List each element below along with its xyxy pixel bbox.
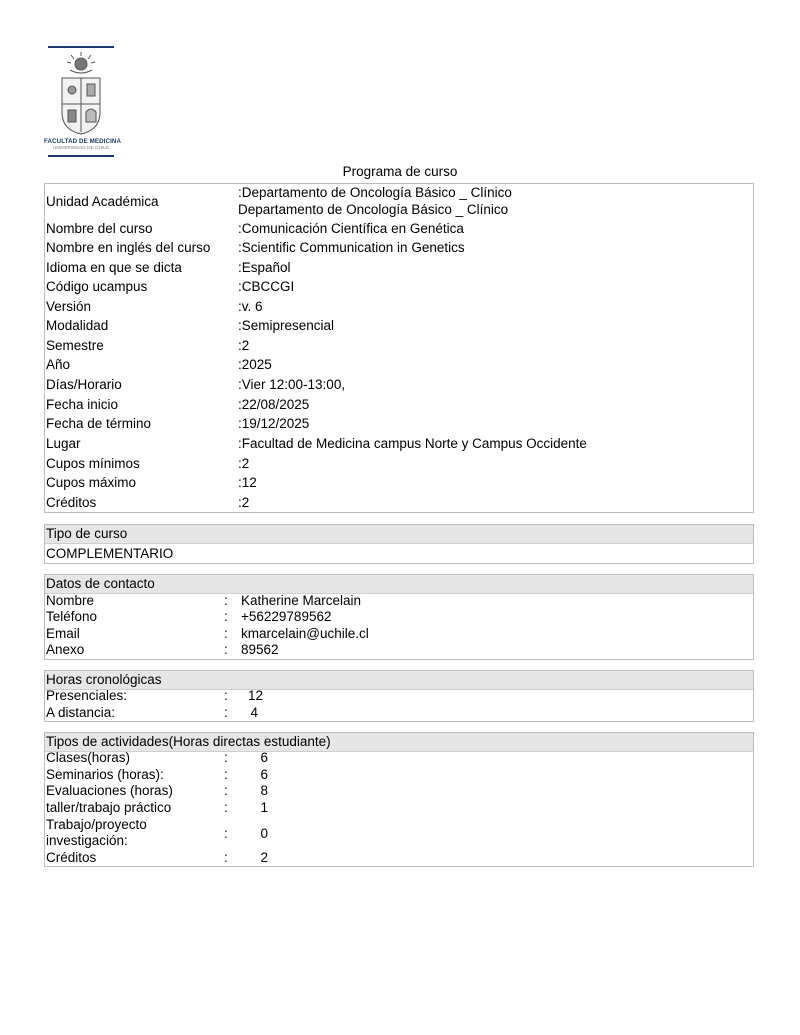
info-value: :2 [238, 338, 250, 353]
info-label: Nombre del curso [46, 221, 153, 236]
contact-value: 89562 [241, 642, 279, 657]
info-value: :Semipresencial [238, 318, 335, 333]
separator: : [224, 750, 228, 765]
contact-key: Teléfono [46, 609, 98, 624]
activity-value: 6 [260, 750, 268, 765]
section-title: Datos de contacto [46, 576, 155, 591]
info-label: Código ucampus [46, 279, 148, 294]
contact-key: Nombre [46, 593, 95, 608]
info-label: Créditos [46, 495, 97, 510]
info-value: :12 [238, 475, 257, 490]
hours-key: A distancia: [46, 705, 116, 720]
separator: : [224, 626, 228, 641]
activity-key: Trabajo/proyecto [46, 817, 147, 832]
logo-top-rule [48, 46, 114, 48]
separator: : [224, 688, 228, 703]
info-value: :22/08/2025 [238, 397, 310, 412]
info-value-line2: Departamento de Oncología Básico _ Clínico [238, 202, 509, 217]
activity-key: Seminarios (horas): [46, 767, 164, 782]
logo-university-text: UNIVERSIDAD DE CHILE [52, 146, 110, 151]
activity-value: 8 [260, 783, 268, 798]
info-value: :Vier 12:00-13:00, [238, 377, 346, 392]
logo-bottom-rule [48, 155, 114, 157]
contact-value: Katherine Marcelain [241, 593, 362, 608]
course-type-value: COMPLEMENTARIO [46, 546, 174, 561]
activity-key: taller/trabajo práctico [46, 800, 172, 815]
contact-value: +56229789562 [241, 609, 332, 624]
page-title: Programa de curso [342, 164, 458, 179]
separator: : [224, 705, 228, 720]
activity-value: 6 [260, 767, 268, 782]
coat-of-arms-icon [54, 52, 108, 136]
info-label: Semestre [46, 338, 104, 353]
info-value: :19/12/2025 [238, 416, 310, 431]
info-label: Cupos mínimos [46, 456, 140, 471]
activity-value: 2 [260, 850, 268, 865]
hours-value: 12 [248, 688, 264, 703]
info-label: Nombre en inglés del curso [46, 240, 211, 255]
logo-faculty-text: FACULTAD DE MEDICINA [44, 138, 122, 145]
info-value: :Comunicación Científica en Genética [238, 221, 464, 236]
activity-value: 0 [260, 826, 268, 841]
hours-key: Presenciales: [46, 688, 128, 703]
info-label: Días/Horario [46, 377, 122, 392]
info-label: Modalidad [46, 318, 109, 333]
hours-value: 4 [250, 705, 258, 720]
activities-section [44, 732, 754, 867]
separator: : [224, 767, 228, 782]
contact-email[interactable]: kmarcelain@uchile.cl [241, 626, 369, 641]
separator: : [224, 593, 228, 608]
section-title: Tipo de curso [46, 526, 128, 541]
activity-key: Evaluaciones (horas) [46, 783, 173, 798]
section-header [45, 575, 753, 594]
contact-section [44, 574, 754, 660]
section-header [45, 525, 753, 544]
separator: : [224, 850, 228, 865]
info-value: :Facultad de Medicina campus Norte y Campus Occidente [238, 436, 587, 451]
contact-key: Email [46, 626, 80, 641]
separator: : [224, 642, 228, 657]
section-header [45, 671, 753, 690]
info-label: Cupos máximo [46, 475, 137, 490]
info-label: Idioma en que se dicta [46, 260, 182, 275]
info-label: Año [46, 357, 71, 372]
section-title: Horas cronológicas [46, 672, 162, 687]
separator: : [224, 826, 228, 841]
hours-section [44, 670, 754, 722]
info-value: :v. 6 [238, 299, 263, 314]
info-value: :Departamento de Oncología Básico _ Clínico [238, 185, 512, 200]
info-label: Lugar [46, 436, 81, 451]
activity-key-line2: investigación: [46, 833, 128, 848]
course-info-table [44, 183, 754, 513]
info-label: Versión [46, 299, 92, 314]
info-label: Fecha inicio [46, 397, 119, 412]
contact-key: Anexo [46, 642, 85, 657]
info-value: :2 [238, 456, 250, 471]
info-value: :Scientific Communication in Genetics [238, 240, 465, 255]
course-type-section [44, 524, 754, 564]
info-value: :2025 [238, 357, 272, 372]
activity-value: 1 [260, 800, 268, 815]
info-value: :Español [238, 260, 291, 275]
section-header [45, 733, 753, 752]
faculty-logo [44, 46, 122, 162]
activity-key: Clases(horas) [46, 750, 131, 765]
info-label: Unidad Académica [46, 194, 159, 209]
activity-key: Créditos [46, 850, 97, 865]
separator: : [224, 609, 228, 624]
section-title: Tipos de actividades(Horas directas estudiante) [46, 734, 331, 749]
info-value: :2 [238, 495, 250, 510]
separator: : [224, 800, 228, 815]
info-label: Fecha de término [46, 416, 152, 431]
info-value: :CBCCGI [238, 279, 295, 294]
separator: : [224, 783, 228, 798]
